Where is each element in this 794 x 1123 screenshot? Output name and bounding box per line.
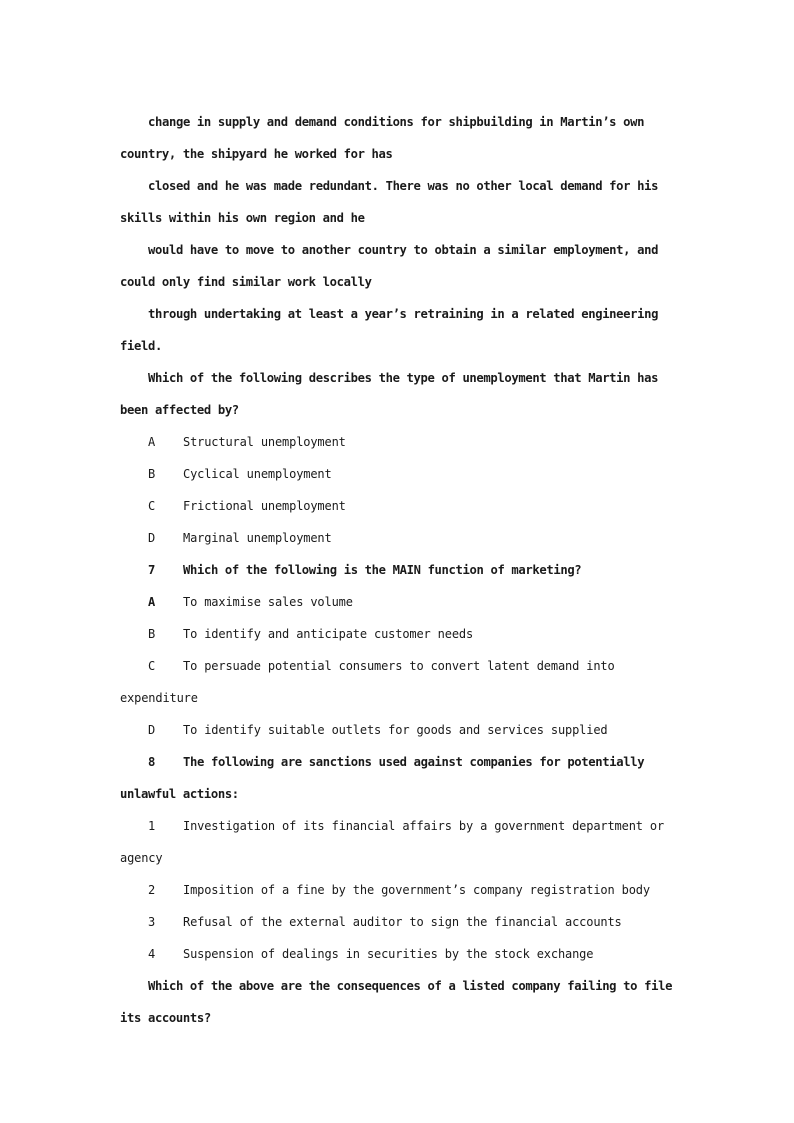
q8-item-3 <box>120 912 680 944</box>
q6-paragraph-line: would have to move to another country to obtain a similar employment, and <box>148 243 659 257</box>
q8-item-1-continuation: agency <box>120 851 163 865</box>
option-label: B <box>148 627 156 641</box>
q8-question-continuation: unlawful actions: <box>120 787 239 801</box>
item-text: Suspension of dealings in securities by the stock exchange <box>183 947 594 961</box>
q8-final-question: its accounts? <box>120 1011 211 1025</box>
q6-option-b <box>120 464 680 496</box>
q8-final-question: Which of the above are the consequences of a listed company failing to file <box>148 979 673 993</box>
option-text: To persuade potential consumers to convert latent demand into <box>183 659 615 673</box>
q8-item-4 <box>120 944 680 976</box>
option-label: D <box>148 531 156 545</box>
item-label: 4 <box>148 947 156 961</box>
q6-paragraph-line: closed and he was made redundant. There was no other local demand for his <box>148 179 659 193</box>
q6-question-text: Which of the following describes the type of unemployment that Martin has <box>148 371 659 385</box>
q8-question <box>120 752 680 784</box>
q6-option-c <box>120 496 680 528</box>
option-text: Marginal unemployment <box>183 531 332 545</box>
q7-question <box>120 560 680 592</box>
question-text: The following are sanctions used against companies for potentially <box>183 755 645 769</box>
q7-option-d <box>120 720 680 752</box>
option-text: Structural unemployment <box>183 435 346 449</box>
document-page <box>120 112 680 1040</box>
option-label: B <box>148 467 156 481</box>
q6-paragraph-line: could only find similar work locally <box>120 275 372 289</box>
q6-paragraph-line: through undertaking at least a year’s retraining in a related engineering <box>148 307 659 321</box>
item-text: Imposition of a fine by the government’s company registration body <box>183 883 650 897</box>
option-text: To identify suitable outlets for goods and services supplied <box>183 723 608 737</box>
q6-paragraph-line: skills within his own region and he <box>120 211 365 225</box>
q8-item-1 <box>120 816 680 848</box>
question-number: 8 <box>148 755 155 769</box>
option-label: C <box>148 659 156 673</box>
option-label: A <box>148 435 156 449</box>
option-text: To identify and anticipate customer needs <box>183 627 474 641</box>
q7-option-a <box>120 592 680 624</box>
q7-option-b <box>120 624 680 656</box>
option-label: D <box>148 723 156 737</box>
option-text: Cyclical unemployment <box>183 467 332 481</box>
option-label: C <box>148 499 156 513</box>
option-text: To maximise sales volume <box>183 595 353 609</box>
question-number: 7 <box>148 563 155 577</box>
q7-option-c <box>120 656 680 688</box>
option-label: A <box>148 595 155 609</box>
item-label: 1 <box>148 819 156 833</box>
item-label: 2 <box>148 883 156 897</box>
option-text: Frictional unemployment <box>183 499 346 513</box>
q6-paragraph-line: change in supply and demand conditions for shipbuilding in Martin’s own <box>148 115 645 129</box>
q6-option-a <box>120 432 680 464</box>
q6-paragraph-line: field. <box>120 339 162 353</box>
item-label: 3 <box>148 915 156 929</box>
q8-item-2 <box>120 880 680 912</box>
q6-question-text: been affected by? <box>120 403 239 417</box>
item-text: Refusal of the external auditor to sign the financial accounts <box>183 915 622 929</box>
q6-paragraph-line: country, the shipyard he worked for has <box>120 147 393 161</box>
q7-option-c-continuation: expenditure <box>120 691 198 705</box>
question-text: Which of the following is the MAIN function of marketing? <box>183 563 582 577</box>
q6-option-d <box>120 528 680 560</box>
item-text: Investigation of its financial affairs by a government department or <box>183 819 665 833</box>
